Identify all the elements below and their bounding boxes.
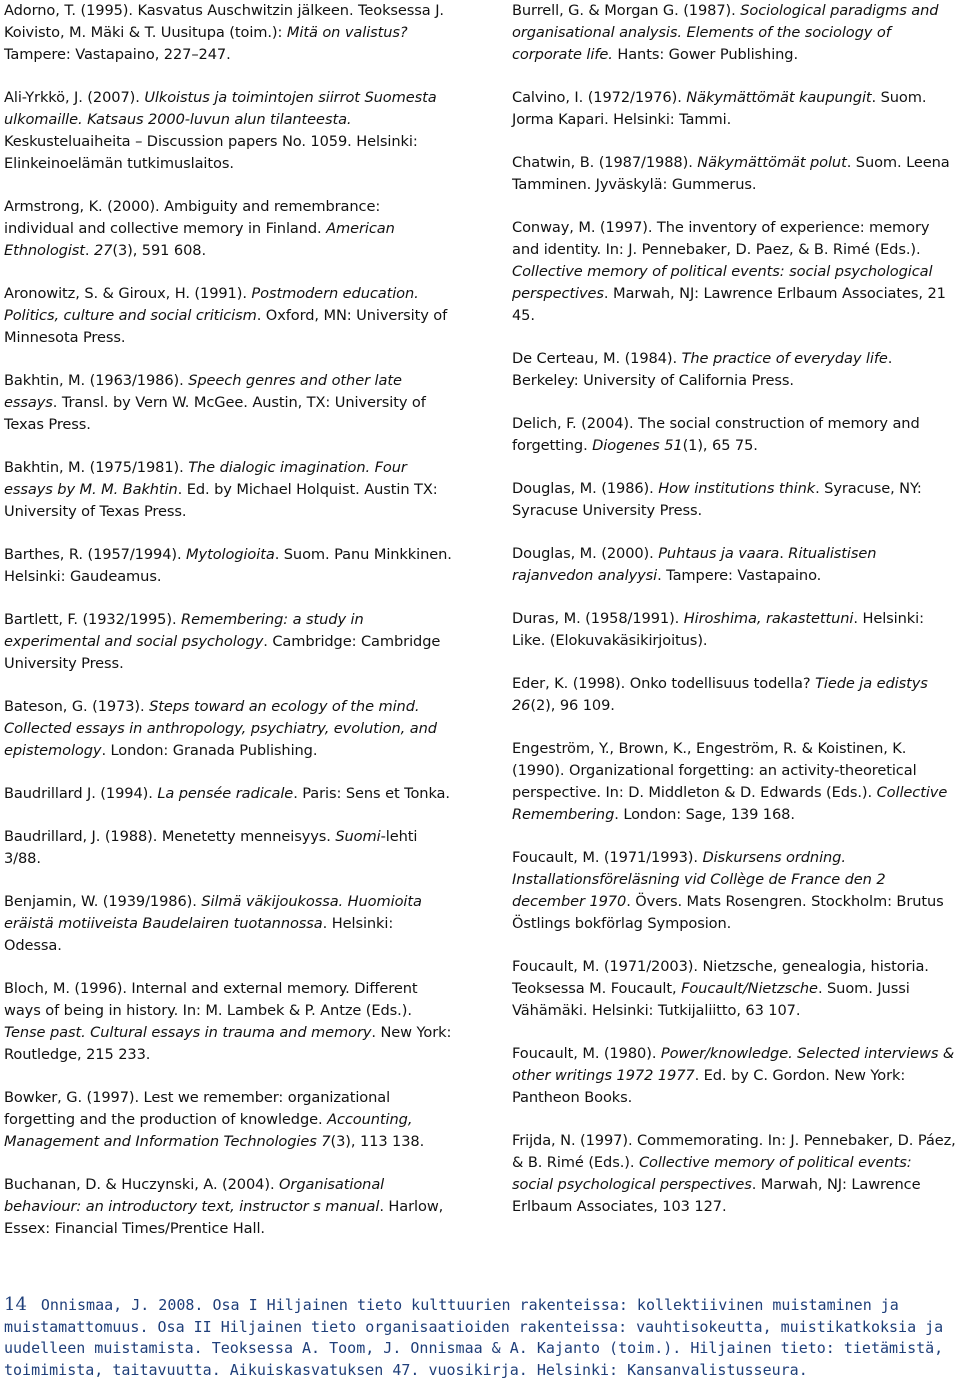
reference-text-segment: Eder, K. (1998). Onko todellisuus todella? <box>512 675 816 692</box>
reference-text-segment: . Tampere: Vastapaino. <box>657 567 822 584</box>
reference-entry <box>512 217 956 327</box>
reference-title-segment: Mytologioita <box>186 546 275 563</box>
reference-text-segment: Engeström, Y., Brown, K., Engeström, R. & Koistinen, K. (1990). Organizational forgetting: an activity-theoretical perspective. In: D. Middleton & D. Edwards (Eds.). <box>512 740 917 801</box>
reference-entry <box>4 196 452 262</box>
reference-entry <box>4 826 452 870</box>
reference-text-segment: Frijda, N. (1997). Commemorating. In: J. Pennebaker, D. Páez, & B. Rimé (Eds.). <box>512 1132 956 1171</box>
footer-citation: Onnismaa, J. 2008. Osa I Hiljainen tieto kulttuurien rakenteissa: kollektiivinen muistaminen ja muistamattomuus. Osa II Hiljainen tieto organisaatioiden rakenteissa: vauhtisokeutta, muistikatkoksia ja uudelleen muistamista. Teoksessa A. Toom, J. Onnismaa & A. Kajanto (toim.). Hiljainen tieto: tietämistä, toimimista, taitavuutta. Aikuiskasvatuksen 47. vuosikirja. Helsinki: Kansanvalistusseura. <box>4 1296 944 1379</box>
reference-text-segment: Douglas, M. (2000). <box>512 545 659 562</box>
reference-entry <box>512 673 956 717</box>
reference-text-segment: Barthes, R. (1957/1994). <box>4 546 187 563</box>
reference-text-segment: . Paris: Sens et Tonka. <box>293 785 450 802</box>
reference-text-segment: Calvino, I. (1972/1976). <box>512 89 687 106</box>
reference-text-segment: Tampere: Vastapaino, 227–247. <box>4 46 231 63</box>
reference-text-segment: . New York: Routledge, 215 233. <box>4 1024 452 1063</box>
reference-text-segment: . London: Granada Publishing. <box>101 742 318 759</box>
reference-text-segment: Delich, F. (2004). The social construction of memory and forgetting. <box>512 415 920 454</box>
reference-text-segment: Bateson, G. (1973). <box>4 698 150 715</box>
reference-text-segment: (1), 65 75. <box>682 437 758 454</box>
reference-text-segment: Adorno, T. (1995). Kasvatus Auschwitzin jälkeen. Teoksessa J. Koivisto, M. Mäki & T. Uusitupa (toim.): <box>4 2 444 41</box>
reference-column-left <box>4 0 452 1261</box>
reference-text-segment: . Harlow, Essex: Financial Times/Prentice Hall. <box>4 1198 444 1237</box>
reference-entry <box>512 478 956 522</box>
reference-title-segment: Steps toward an ecology of the mind. Collected essays in anthropology, psychiatry, evolution, and epistemology <box>4 698 437 759</box>
reference-title-segment: American Ethnologist <box>4 220 395 259</box>
reference-text-segment: . Suom. Leena Tamminen. Jyväskylä: Gummerus. <box>512 154 950 193</box>
reference-entry <box>4 783 452 805</box>
reference-entry <box>4 891 452 957</box>
page-number: 14 <box>4 1294 27 1315</box>
reference-title-segment: La pensée radicale <box>157 785 294 802</box>
reference-text-segment: (2), 96 109. <box>530 697 615 714</box>
reference-text-segment: Ali-Yrkkö, J. (2007). <box>4 89 145 106</box>
reference-text-segment: Bartlett, F. (1932/1995). <box>4 611 182 628</box>
reference-title-segment: Mitä on valistus? <box>286 24 408 41</box>
reference-text-segment: Benjamin, W. (1939/1986). <box>4 893 202 910</box>
reference-entry <box>512 413 956 457</box>
reference-text-segment: . <box>779 545 789 562</box>
reference-entry <box>512 0 956 66</box>
reference-text-segment: . Ed. by Michael Holquist. Austin TX: University of Texas Press. <box>4 481 438 520</box>
reference-text-segment: Buchanan, D. & Huczynski, A. (2004). <box>4 1176 280 1193</box>
reference-title-segment: Suomi <box>335 828 381 845</box>
reference-text-segment: . <box>84 242 94 259</box>
reference-text-segment: Douglas, M. (1986). <box>512 480 659 497</box>
reference-title-segment: Sociological paradigms and organisational analysis. Elements of the sociology of corporate life. <box>512 2 939 63</box>
reference-title-segment: Tense past. Cultural essays in trauma and memory <box>4 1024 372 1041</box>
reference-title-segment: Hiroshima, rakastettuni <box>683 610 854 627</box>
reference-text-segment: . Helsinki: Like. (Elokuvakäsikirjoitus). <box>512 610 924 649</box>
reference-text-segment: Bakhtin, M. (1963/1986). <box>4 372 189 389</box>
reference-title-segment: Foucault/Nietzsche <box>681 980 818 997</box>
reference-text-segment: . Marwah, NJ: Lawrence Erlbaum Associates, 103 127. <box>512 1176 921 1215</box>
reference-text-segment: Foucault, M. (1971/1993). <box>512 849 703 866</box>
reference-text-segment: . Berkeley: University of California Press. <box>512 350 893 389</box>
reference-title-segment: Remembering: a study in experimental and social psychology <box>4 611 364 650</box>
reference-entry <box>4 370 452 436</box>
reference-text-segment: (3), 113 138. <box>330 1133 425 1150</box>
page-footer <box>4 1294 954 1381</box>
reference-text-segment: Foucault, M. (1980). <box>512 1045 661 1062</box>
reference-title-segment: Postmodern education. Politics, culture and social criticism <box>4 285 419 324</box>
reference-text-segment: Baudrillard J. (1994). <box>4 785 158 802</box>
reference-text-segment: Bakhtin, M. (1975/1981). <box>4 459 189 476</box>
reference-title-segment: Näkymättömät polut <box>697 154 847 171</box>
reference-entry <box>4 609 452 675</box>
reference-entry <box>512 608 956 652</box>
reference-title-segment: Collective Remembering <box>512 784 948 823</box>
reference-text-segment: . Suom. Jussi Vähämäki. Helsinki: Tutkijaliitto, 63 107. <box>512 980 910 1019</box>
reference-text-segment: Aronowitz, S. & Giroux, H. (1991). <box>4 285 252 302</box>
reference-title-segment: Ritualistisen rajanvedon analyysi <box>512 545 877 584</box>
reference-title-segment: Collective memory of political events: social psychological perspectives <box>512 1154 912 1193</box>
reference-text-segment: Duras, M. (1958/1991). <box>512 610 684 627</box>
reference-text-segment: . Övers. Mats Rosengren. Stockholm: Brutus Östlings bokförlag Symposion. <box>512 893 944 932</box>
reference-title-segment: The dialogic imagination. Four essays by M. M. Bakhtin <box>4 459 407 498</box>
reference-column-right <box>512 0 956 1239</box>
reference-text-segment: (3), 591 608. <box>112 242 206 259</box>
reference-entry <box>512 152 956 196</box>
reference-entry <box>512 847 956 935</box>
reference-text-segment: . London: Sage, 139 168. <box>614 806 795 823</box>
reference-title-segment: Ulkoistus ja toimintojen siirrot Suomesta ulkomaille. Katsaus 2000-luvun alun tilanteesta. <box>4 89 437 128</box>
reference-text-segment: Keskusteluaiheita – Discussion papers No. 1059. Helsinki: Elinkeinoelämän tutkimuslaitos. <box>4 133 418 172</box>
reference-title-segment: Collective memory of political events: social psychological perspectives <box>512 263 933 302</box>
reference-entry <box>512 738 956 826</box>
reference-text-segment: . Helsinki: Odessa. <box>4 915 394 954</box>
reference-text-segment: . Ed. by C. Gordon. New York: Pantheon Books. <box>512 1067 906 1106</box>
reference-entry <box>512 348 956 392</box>
reference-title-segment: Näkymättömät kaupungit <box>686 89 872 106</box>
reference-text-segment: Chatwin, B. (1987/1988). <box>512 154 698 171</box>
reference-entry <box>4 0 452 66</box>
reference-text-segment: Armstrong, K. (2000). Ambiguity and remembrance: individual and collective memory in Finland. <box>4 198 381 237</box>
reference-text-segment: Foucault, M. (1971/2003). Nietzsche, genealogia, historia. Teoksessa M. Foucault, <box>512 958 929 997</box>
reference-text-segment: Bowker, G. (1997). Lest we remember: organizational forgetting and the production of knowledge. <box>4 1089 391 1128</box>
reference-entry <box>4 87 452 175</box>
reference-title-segment: Tiede ja edistys 26 <box>512 675 928 714</box>
reference-title-segment: The practice of everyday life <box>681 350 888 367</box>
reference-text-segment: . Suom. Panu Minkkinen. Helsinki: Gaudeamus. <box>4 546 452 585</box>
reference-title-segment: Diskursens ordning. Installationsföreläsning vid Collège de France den 2 december 1970 <box>512 849 886 910</box>
reference-entry <box>4 283 452 349</box>
reference-entry <box>512 956 956 1022</box>
reference-text-segment: . Transl. by Vern W. McGee. Austin, TX: University of Texas Press. <box>4 394 426 433</box>
reference-title-segment: Puhtaus ja vaara <box>658 545 780 562</box>
reference-text-segment: . Suom. Jorma Kapari. Helsinki: Tammi. <box>512 89 927 128</box>
reference-entry <box>4 1087 452 1153</box>
reference-text-segment: . Syracuse, NY: Syracuse University Press. <box>512 480 922 519</box>
reference-entry <box>512 1130 956 1218</box>
reference-title-segment: How institutions think <box>658 480 816 497</box>
reference-text-segment: -lehti 3/88. <box>4 828 418 867</box>
reference-entry <box>512 543 956 587</box>
reference-title-segment: Speech genres and other late essays <box>4 372 402 411</box>
reference-text-segment: . Oxford, MN: University of Minnesota Press. <box>4 307 448 346</box>
reference-text-segment: Hants: Gower Publishing. <box>612 46 798 63</box>
reference-title-segment: Diogenes 51 <box>592 437 683 454</box>
reference-entry <box>4 978 452 1066</box>
reference-title-segment: Organisational behaviour: an introductory text, instructor s manual <box>4 1176 385 1215</box>
reference-entry <box>512 87 956 131</box>
reference-title-segment: 27 <box>93 242 113 259</box>
reference-text-segment: Conway, M. (1997). The inventory of experience: memory and identity. In: J. Pennebaker, D. Paez, & B. Rimé (Eds.). <box>512 219 930 258</box>
reference-entry <box>4 1174 452 1240</box>
reference-title-segment: Power/knowledge. Selected interviews & other writings 1972 1977 <box>512 1045 955 1084</box>
reference-text-segment: Bloch, M. (1996). Internal and external memory. Different ways of being in history. In: M. Lambek & P. Antze (Eds.). <box>4 980 418 1019</box>
reference-text-segment: . Marwah, NJ: Lawrence Erlbaum Associates, 21 45. <box>512 285 946 324</box>
reference-text-segment: Burrell, G. & Morgan G. (1987). <box>512 2 741 19</box>
reference-text-segment: Baudrillard, J. (1988). Menetetty menneisyys. <box>4 828 336 845</box>
reference-entry <box>4 544 452 588</box>
reference-title-segment: Silmä väkijoukossa. Huomioita eräistä motiiveista Baudelairen tuotannossa <box>4 893 422 932</box>
reference-title-segment: Accounting, Management and Information Technologies 7 <box>4 1111 413 1150</box>
reference-entry <box>512 1043 956 1109</box>
reference-text-segment: . Cambridge: Cambridge University Press. <box>4 633 441 672</box>
reference-entry <box>4 696 452 762</box>
reference-entry <box>4 457 452 523</box>
reference-text-segment: De Certeau, M. (1984). <box>512 350 682 367</box>
